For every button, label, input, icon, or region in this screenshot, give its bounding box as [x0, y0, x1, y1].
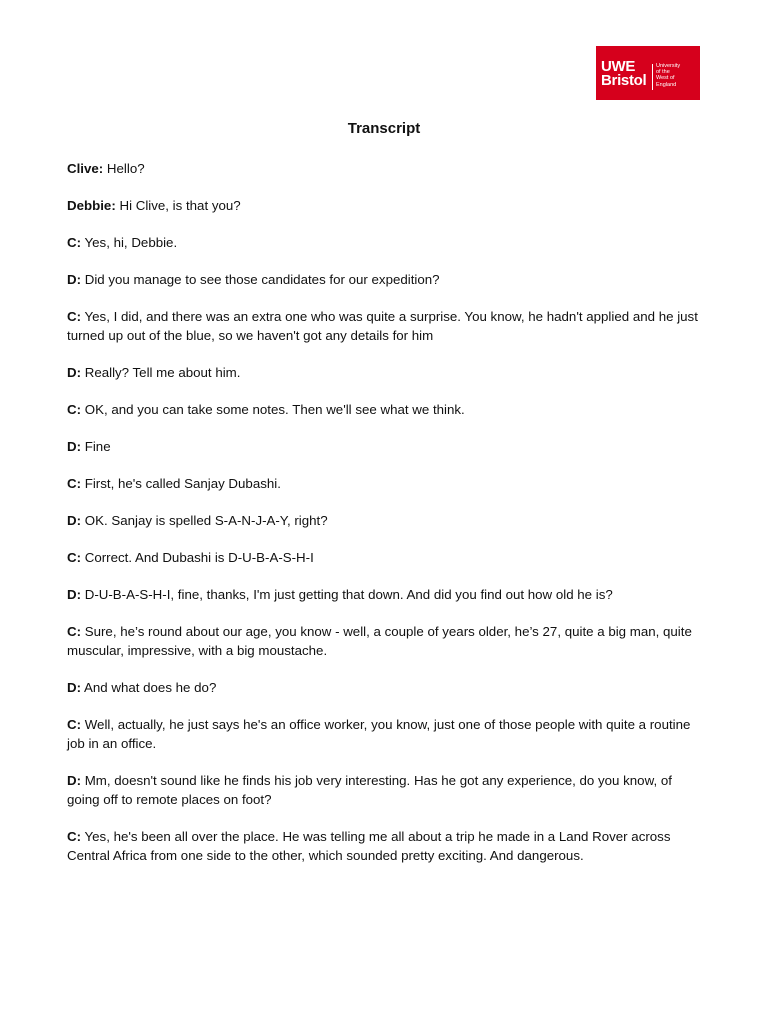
logo-subtitle: [656, 63, 680, 88]
dialogue-turn: [67, 159, 707, 178]
speaker-label: C:: [67, 624, 82, 639]
dialogue-text: And what does he do?: [84, 680, 217, 695]
dialogue-turn: [67, 715, 707, 753]
dialogue-text: Yes, hi, Debbie.: [84, 235, 178, 250]
logo-sub-line: England: [656, 81, 677, 88]
dialogue-turn: [67, 400, 707, 419]
logo-sub-line: West of: [656, 75, 675, 82]
dialogue-turn: [67, 363, 707, 382]
dialogue-text: First, he's called Sanjay Dubashi.: [84, 476, 281, 491]
speaker-label: C:: [67, 402, 82, 417]
speaker-label: C:: [67, 550, 82, 565]
dialogue-text: Sure, he’s round about our age, you know - well, a couple of years older, he’s 27, quite a big man, quite muscular, impressive, with a big moustache.: [67, 624, 692, 658]
dialogue-text: Hello?: [106, 161, 145, 176]
speaker-label: Debbie:: [67, 198, 116, 213]
dialogue-turn: [67, 827, 707, 865]
dialogue-text: OK. Sanjay is spelled S-A-N-J-A-Y, right?: [84, 513, 328, 528]
dialogue-turn: [67, 233, 707, 252]
dialogue-text: Yes, I did, and there was an extra one who was quite a surprise. You know, he hadn't applied and he just turned up out of the blue, so we haven't got any details for him: [67, 309, 698, 343]
speaker-label: D:: [67, 587, 82, 602]
logo-sub-line: University: [656, 63, 681, 69]
dialogue-text: Really? Tell me about him.: [84, 365, 241, 380]
dialogue-text: Hi Clive, is that you?: [119, 198, 241, 213]
dialogue-text: Fine: [84, 439, 111, 454]
dialogue-turn: [67, 548, 707, 567]
dialogue-text: OK, and you can take some notes. Then we'll see what we think.: [84, 402, 465, 417]
dialogue-turn: [67, 437, 707, 456]
speaker-label: C:: [67, 235, 82, 250]
speaker-label: D:: [67, 365, 82, 380]
logo-divider: [652, 64, 653, 90]
dialogue-turn: [67, 622, 707, 660]
dialogue-text: Well, actually, he just says he's an office worker, you know, just one of those people with quite a routine job in an office.: [67, 717, 691, 751]
dialogue-turn: [67, 771, 707, 809]
speaker-label: D:: [67, 680, 82, 695]
logo-line-uwe: UWE: [601, 58, 636, 75]
dialogue-text: D-U-B-A-S-H-I, fine, thanks, I'm just getting that down. And did you find out how old he is?: [84, 587, 613, 602]
speaker-label: D:: [67, 272, 82, 287]
speaker-label: C:: [67, 309, 82, 324]
logo-sub-line: of the: [656, 69, 670, 76]
speaker-label: D:: [67, 439, 82, 454]
dialogue-text: Mm, doesn't sound like he finds his job very interesting. Has he got any experience, do you know, of going off to remote places on foot?: [67, 773, 672, 807]
dialogue-turn: [67, 511, 707, 530]
speaker-label: D:: [67, 513, 82, 528]
uwe-bristol-logo: [596, 46, 700, 100]
speaker-label: C:: [67, 829, 82, 844]
dialogue-turn: [67, 307, 707, 345]
dialogue-turn: [67, 196, 707, 215]
speaker-label: C:: [67, 476, 82, 491]
logo-wordmark: [601, 60, 646, 88]
dialogue-turn: [67, 474, 707, 493]
page-title: Transcript: [347, 120, 421, 137]
speaker-label: C:: [67, 717, 82, 732]
dialogue-text: Yes, he's been all over the place. He was telling me all about a trip he made in a Land Rover across Central Africa from one side to the other, which sounded pretty exciting. And dangerous.: [67, 829, 671, 863]
dialogue-turn: [67, 270, 707, 289]
dialogue-text: Did you manage to see those candidates for our expedition?: [84, 272, 440, 287]
dialogue-turn: [67, 585, 707, 604]
dialogue-turn: [67, 678, 707, 697]
logo-line-bristol: Bristol: [601, 72, 647, 89]
dialogue-text: Correct. And Dubashi is D-U-B-A-S-H-I: [84, 550, 314, 565]
transcript-body: [67, 159, 707, 883]
speaker-label: D:: [67, 773, 82, 788]
speaker-label: Clive:: [67, 161, 104, 176]
